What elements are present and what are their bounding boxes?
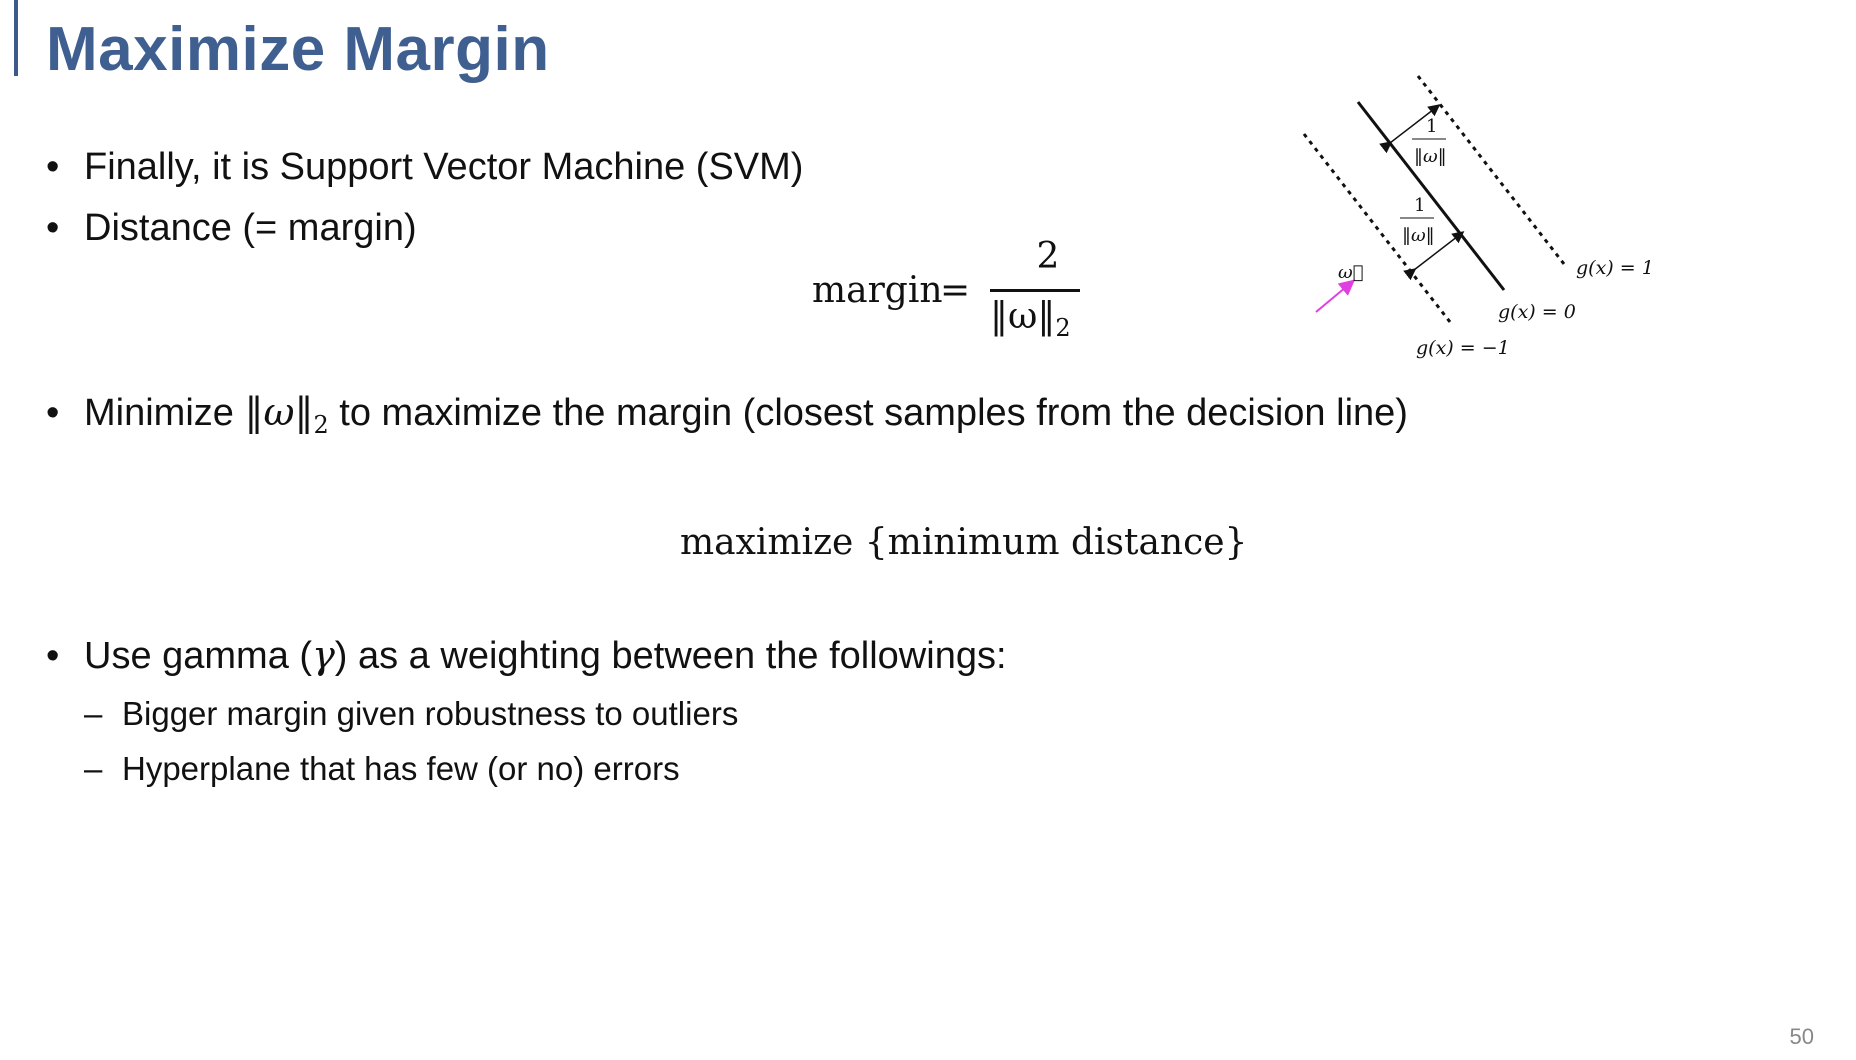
margin-eq-lhs: margin — [812, 270, 943, 311]
frac-lower-den: ‖ω‖ — [1402, 225, 1435, 246]
sub-bullet-margin — [84, 695, 738, 733]
label-g-zero: g(x) = 0 — [1498, 301, 1576, 323]
margin-eq-norm-sub: 2 — [1055, 314, 1071, 342]
bullet-text: Distance (= margin) — [84, 207, 417, 249]
frac-upper-den: ‖ω‖ — [1414, 146, 1447, 167]
title-accent-bar — [14, 0, 18, 76]
bullet-dot: • — [46, 635, 60, 677]
bullet-text-prefix: Minimize — [84, 392, 245, 434]
bullet-dot: • — [46, 392, 60, 434]
margin-line-positive — [1418, 76, 1564, 264]
margin-equation — [812, 236, 1082, 346]
sub-bullet-text: Bigger margin given robustness to outliers — [122, 695, 739, 732]
label-g-pos: g(x) = 1 — [1576, 257, 1654, 279]
bullet-dot: • — [46, 207, 60, 249]
sub-dash: – — [84, 695, 103, 732]
margin-eq-numerator: 2 — [1036, 236, 1060, 277]
bullet-minimize — [46, 390, 1408, 439]
bullet-text-suffix: ) as a weighting between the followings: — [334, 635, 1007, 677]
bullet-text: Finally, it is Support Vector Machine (SVM) — [84, 146, 804, 188]
fraction-bar — [990, 289, 1080, 292]
gamma-symbol: γ — [312, 633, 335, 677]
page-number: 50 — [1789, 1024, 1814, 1049]
svm-margin-diagram — [1290, 68, 1690, 368]
maximize-equation: maximize {minimum distance} — [680, 522, 1248, 563]
slide-title: Maximize Margin — [46, 15, 550, 84]
bullet-text-prefix: Use gamma ( — [84, 635, 313, 677]
bullet-dot: • — [46, 146, 60, 188]
bullet-gamma — [46, 633, 1007, 678]
label-g-neg: g(x) = −1 — [1416, 337, 1510, 359]
margin-eq-equals: = — [940, 270, 971, 311]
bullet-distance — [46, 207, 417, 250]
margin-eq-denominator — [990, 296, 1071, 342]
bullet-svm — [46, 146, 803, 189]
frac-lower-num: 1 — [1414, 195, 1426, 216]
norm-omega: ‖ω‖ — [244, 390, 314, 434]
margin-eq-norm: ‖ω‖ — [990, 296, 1056, 337]
bullet-text-suffix: to maximize the margin (closest samples from the decision line) — [328, 392, 1408, 434]
sub-bullet-text: Hyperplane that has few (or no) errors — [122, 750, 680, 787]
frac-upper-num: 1 — [1426, 116, 1438, 137]
omega-arrow — [1316, 282, 1352, 312]
omega-label: ω⃗ — [1338, 262, 1364, 283]
sub-bullet-hyperplane — [84, 750, 680, 788]
norm-subscript: 2 — [313, 411, 329, 439]
sub-dash: – — [84, 750, 103, 787]
